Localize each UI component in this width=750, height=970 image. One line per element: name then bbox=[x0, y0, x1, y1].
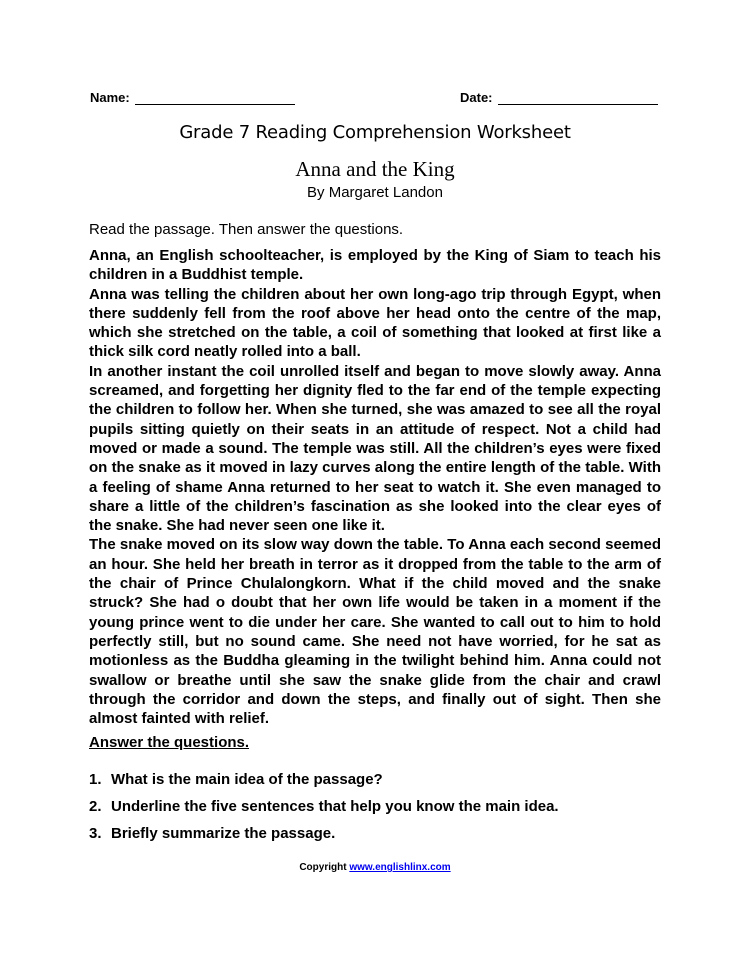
passage-paragraph: Anna was telling the children about her own long-ago trip through Egypt, when there suddenly fell from the roof above her head onto the centre of the map, which she stretched on the table, a coil of something that looked at first like a thick silk cord neatly rolled into a ball. bbox=[89, 285, 661, 361]
copyright-link[interactable]: www.englishlinx.com bbox=[349, 862, 451, 873]
name-field bbox=[90, 90, 295, 105]
date-field bbox=[460, 90, 658, 105]
passage-paragraph: The snake moved on its slow way down the table. To Anna each second seemed an hour. She held her breath in terror as it dropped from the table to the arm of the chair of Prince Chulalongkorn. What if the child moved and the snake struck? She had o doubt that her own life would be taken in a moment if the young prince went to die under her care. She wanted to call out to him to hold perfectly still, but no sound came. She need not have worried, for he sat as motionless as the Buddha gleaming in the twilight behind him. Anna could not swallow or breathe until she saw the snake glide from the chair and crawl through the corridor and down the steps, and finally out of sight. Then she almost fainted with relief. bbox=[89, 536, 661, 728]
passage-paragraph: Anna, an English schoolteacher, is employed by the King of Siam to teach his children in a Buddhist temple. bbox=[89, 247, 661, 284]
worksheet-header bbox=[90, 90, 660, 110]
question-item bbox=[89, 771, 559, 798]
passage-paragraph: In another instant the coil unrolled itself and began to move slowly away. Anna screamed, and forgetting her dignity fled to the far end of the temple expecting the children to follow her. When she turned, she was amazed to see all the royal pupils sitting quietly on their seats in an attitude of respect. Not a child had moved or made a sound. The temple was still. All the children’s eyes were fixed on the snake as it moved in lazy curves along the entire length of the table. With a feeling of shame Anna returned to her seat to watch it. She even managed to share a little of the children’s fascination as she looked into the clear eyes of the snake. She had never seen one like it. bbox=[89, 362, 661, 535]
question-number: 3. bbox=[89, 825, 102, 842]
question-text: Underline the five sentences that help you know the main idea. bbox=[111, 798, 559, 815]
question-list bbox=[89, 771, 559, 852]
name-blank-line bbox=[135, 91, 295, 105]
date-label: Date: bbox=[460, 90, 493, 105]
reading-passage bbox=[89, 246, 661, 728]
question-number: 1. bbox=[89, 771, 102, 788]
question-text: Briefly summarize the passage. bbox=[111, 825, 336, 842]
question-item bbox=[89, 798, 559, 825]
answer-heading: Answer the questions. bbox=[89, 734, 250, 751]
question-text: What is the main idea of the passage? bbox=[111, 771, 383, 788]
story-title: Anna and the King bbox=[295, 157, 455, 181]
worksheet-title: Grade 7 Reading Comprehension Worksheet bbox=[179, 122, 571, 143]
instructions: Read the passage. Then answer the questions. bbox=[89, 221, 404, 238]
copyright-footer bbox=[0, 862, 750, 873]
copyright-label: Copyright bbox=[299, 862, 347, 873]
question-item bbox=[89, 825, 559, 852]
date-blank-line bbox=[498, 91, 658, 105]
name-label: Name: bbox=[90, 90, 130, 105]
story-author: By Margaret Landon bbox=[307, 184, 443, 201]
question-number: 2. bbox=[89, 798, 102, 815]
